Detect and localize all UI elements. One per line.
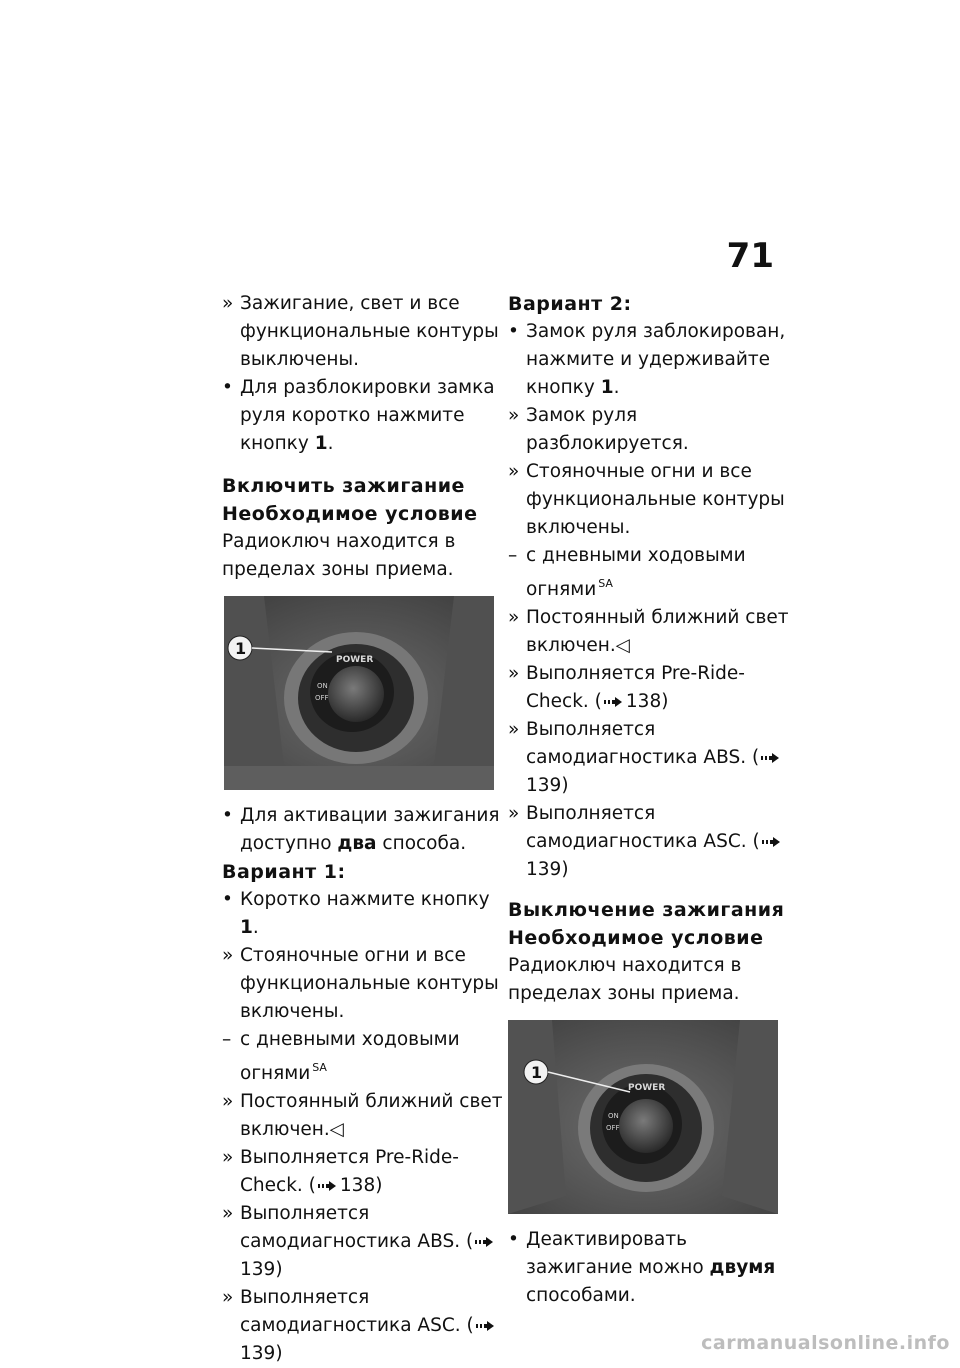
condition-heading: Необходимое условие <box>508 927 764 949</box>
on-label: ON <box>317 682 328 690</box>
item-text: с дневными ходовыми огнями <box>526 545 746 600</box>
item-text: Выполняется самодиагностика ABS. <box>526 719 747 768</box>
bullet-marker: • <box>222 377 233 398</box>
page-ref-link[interactable]: 139 <box>240 1343 276 1364</box>
condition-text: Радиоключ находится в пределах зоны приема. <box>222 531 456 580</box>
result-marker: » <box>508 607 520 628</box>
on-label: ON <box>608 1112 619 1120</box>
list-item: » Выполняется самодиагностика ASC. (139) <box>508 800 790 884</box>
page-ref-link[interactable]: 139 <box>240 1259 276 1280</box>
dash-marker: – <box>222 1029 232 1050</box>
list-item: » Выполняется самодиагностика ASC. (139) <box>222 1284 504 1368</box>
off-label: OFF <box>315 694 329 702</box>
page-ref-arrow-icon <box>476 1321 494 1331</box>
result-marker: » <box>222 945 234 966</box>
ignition-button-photo <box>224 596 494 790</box>
result-marker: » <box>508 719 520 740</box>
bullet-marker: • <box>508 1229 519 1250</box>
variant-heading: Вариант 1: <box>222 861 346 883</box>
list-item <box>222 1088 504 1144</box>
page-ref-arrow-icon <box>475 1237 493 1247</box>
callout-1: 1 <box>235 639 247 658</box>
list-item <box>222 886 504 942</box>
list-item <box>508 604 790 660</box>
page-ref-arrow-icon <box>761 753 779 763</box>
ignition-button-photo <box>508 1020 778 1214</box>
list-item: » Выполняется Pre-Ride-Check. ( 138) <box>222 1144 504 1200</box>
item-text: Постоянный ближний свет включен. <box>526 607 789 656</box>
item-text: Стояночные огни и все функциональные контуры включены. <box>240 945 499 1022</box>
power-label: POWER <box>336 655 374 665</box>
list-item <box>508 402 790 458</box>
watermark: carmanualsonline.info <box>701 1332 950 1354</box>
page-ref-arrow-icon <box>762 837 780 847</box>
page-ref-link[interactable]: 138 <box>625 691 662 712</box>
condition-text: Радиоключ находится в пределах зоны приема. <box>508 955 742 1004</box>
item-text: с дневными ходовыми огнями <box>240 1029 460 1084</box>
callout-1: 1 <box>531 1063 543 1082</box>
item-text: Деактивировать зажигание можно <box>526 1229 710 1278</box>
result-marker: » <box>508 461 520 482</box>
button-ref: 1 <box>314 433 328 454</box>
item-text: Зажигание, свет и все функциональные контуры выключены. <box>240 293 499 370</box>
item-text: способами. <box>526 1285 636 1306</box>
bullet-marker: • <box>508 321 519 342</box>
section-heading: Выключение зажигания <box>508 899 785 921</box>
list-item <box>508 542 790 604</box>
punct: . <box>613 377 620 398</box>
list-item <box>508 318 790 402</box>
special-accessory-sup: SA <box>598 577 613 590</box>
page-ref-link[interactable]: 138 <box>339 1175 376 1196</box>
item-text: Выполняется самодиагностика ASC. <box>526 803 747 852</box>
list-item: » Выполняется Pre-Ride-Check. ( 138) <box>508 660 790 716</box>
button-ref: 1 <box>240 917 253 938</box>
result-marker: » <box>222 1147 234 1168</box>
result-marker: » <box>222 1203 234 1224</box>
off-label: OFF <box>606 1124 620 1132</box>
emphasis: два <box>337 833 377 854</box>
item-text: Для активации зажигания доступно <box>240 805 500 854</box>
list-item: » Выполняется самодиагностика ABS. (139) <box>508 716 790 800</box>
page-ref-link[interactable]: 139 <box>526 859 562 880</box>
punct: . <box>252 917 259 938</box>
end-marker-icon: ◁ <box>329 1119 344 1140</box>
item-text: Замок руля заблокирован, нажмите и удерживайте кнопку <box>526 321 786 398</box>
item-text: Замок руля разблокируется. <box>526 405 689 454</box>
list-item <box>222 290 504 374</box>
item-text: Выполняется Pre-Ride-Check. <box>240 1147 459 1196</box>
list-item <box>222 374 504 458</box>
list-item <box>222 802 504 858</box>
end-marker-icon: ◁ <box>615 635 630 656</box>
list-item <box>222 1026 504 1088</box>
list-item <box>508 458 790 542</box>
item-text: способа. <box>376 833 467 854</box>
list-item <box>222 942 504 1026</box>
item-text: Выполняется самодиагностика ASC. <box>240 1287 461 1336</box>
right-column <box>508 290 790 1310</box>
page-ref-link[interactable]: 139 <box>526 775 562 796</box>
item-text: Постоянный ближний свет включен. <box>240 1091 503 1140</box>
result-marker: » <box>508 803 520 824</box>
result-marker: » <box>222 293 234 314</box>
page-number: 71 <box>726 236 774 276</box>
page-ref-arrow-icon <box>604 697 622 707</box>
section-heading: Включить зажигание <box>222 475 465 497</box>
power-label: POWER <box>628 1083 666 1093</box>
item-text: Для разблокировки замка руля коротко нажмите кнопку <box>240 377 495 454</box>
result-marker: » <box>222 1091 234 1112</box>
result-marker: » <box>508 405 520 426</box>
special-accessory-sup: SA <box>312 1061 327 1074</box>
variant-heading: Вариант 2: <box>508 293 632 315</box>
list-item <box>508 1226 790 1310</box>
item-text: Коротко нажмите кнопку <box>240 889 490 910</box>
condition-heading: Необходимое условие <box>222 503 478 525</box>
left-column <box>222 290 504 1368</box>
result-marker: » <box>222 1287 234 1308</box>
emphasis: двумя <box>709 1257 776 1278</box>
item-text: Выполняется самодиагностика ABS. <box>240 1203 461 1252</box>
punct: . <box>327 433 334 454</box>
dash-marker: – <box>508 545 518 566</box>
button-ref: 1 <box>600 377 614 398</box>
bullet-marker: • <box>222 889 233 910</box>
bullet-marker: • <box>222 805 233 826</box>
page-ref-arrow-icon <box>318 1181 336 1191</box>
result-marker: » <box>508 663 520 684</box>
item-text: Стояночные огни и все функциональные контуры включены. <box>526 461 785 538</box>
item-text: Выполняется Pre-Ride-Check. <box>526 663 745 712</box>
list-item: » Выполняется самодиагностика ABS. (139) <box>222 1200 504 1284</box>
